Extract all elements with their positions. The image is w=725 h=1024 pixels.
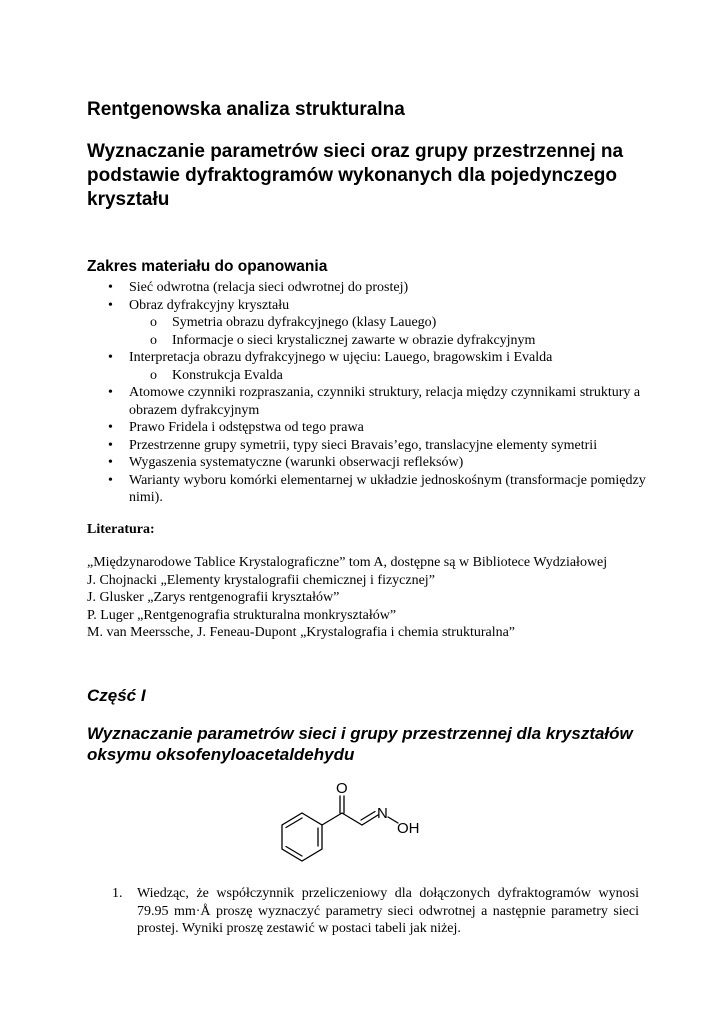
scope-list [87,279,647,507]
scope-item-text: Sieć odwrotna (relacja sieci odwrotnej do prostej) [129,280,409,295]
document-subtitle: Wyznaczanie parametrów sieci oraz grupy przestrzennej na podstawie dyfraktogramów wykonanych dla pojedynczego kryształu [87,141,624,210]
document-title: Rentgenowska analiza strukturalna [87,99,405,120]
scope-item-text: Warianty wyboru komórki elementarnej w układzie jednoskośnym (transformacje pomiędzy nimi). [129,472,646,505]
scope-item [87,349,647,384]
task-item [112,885,639,938]
atom-label-hydroxyl: OH [397,820,420,837]
scope-sublist [129,314,647,349]
part-subheading: Wyznaczanie parametrów sieci i grupy przestrzennej dla kryształów oksymu oksofenyloacetaldehydu [87,724,633,764]
literature-heading: Literatura: [87,522,155,537]
carbon-carbon-bond [342,813,362,825]
scope-item [87,297,647,350]
imine-double-bond [362,815,378,825]
literature-ref: P. Luger „Rentgenografia strukturalna monkryształów” [87,607,397,623]
oxime-structure-diagram [262,775,432,875]
literature-ref: M. van Meerssche, J. Feneau-Dupont „Krystalografia i chemia strukturalna” [87,625,516,641]
scope-subitem [129,367,647,385]
scope-subitem-text: Konstrukcja Evalda [172,367,283,383]
scope-item-text: Wygaszenia systematyczne (warunki obserwacji refleksów) [129,455,464,470]
scope-item-text: Interpretacja obrazu dyfrakcyjnego w ujęciu: Lauego, bragowskim i Evalda [129,350,553,365]
part-heading: Część I [87,686,146,705]
benzene-ring [282,813,322,861]
scope-subitem-text: Informacje o sieci krystalicznej zawarte w obrazie dyfrakcyjnym [172,332,536,348]
scope-item [87,472,647,507]
literature-list [87,554,607,642]
scope-item [87,419,647,437]
scope-item [87,454,647,472]
atom-label-oxygen: O [336,780,348,797]
scope-subitem-text: Symetria obrazu dyfrakcyjnego (klasy Lauego) [172,315,437,330]
scope-item-text: Obraz dyfrakcyjny kryształu [129,297,290,313]
scope-item-text: Przestrzenne grupy symetrii, typy sieci Bravais’ego, translacyjne elementy symetrii [129,437,598,453]
literature-ref: J. Glusker „Zarys rentgenografii kryształów” [87,590,340,606]
scope-item-text: Atomowe czynniki rozpraszania, czynniki struktury, relacja między czynnikami struktury a obrazem dyfrakcyjnym [129,385,641,418]
scope-subitem [129,314,647,332]
scope-item [87,437,647,455]
task-text: Wiedząc, że współczynnik przeliczeniowy dla dołączonych dyfraktogramów wynosi 79.95 mm·Å proszę wyznaczyć parametry sieci odwrotnej a następnie parametry sieci prostej. Wyniki proszę zestawić w postaci tabeli jak niżej. [137,886,639,937]
scope-subitem [129,332,647,350]
atom-label-nitrogen: N [377,805,388,822]
ring-carbonyl-bond [322,813,342,825]
aromatic-bond [286,847,302,857]
scope-item [87,384,647,419]
scope-heading: Zakres materiału do opanowania [87,258,328,275]
literature-ref: J. Chojnacki „Elementy krystalografii chemicznej i fizycznej” [87,572,435,588]
scope-sublist [129,367,647,385]
scope-item [87,279,647,297]
task-number: 1. [112,886,123,901]
literature-ref: „Międzynarodowe Tablice Krystalograficzne” tom A, dostępne są w Bibliotece Wydziałowej [87,555,608,570]
aromatic-bond [286,818,302,828]
scope-item-text: Prawo Fridela i odstępstwa od tego prawa [129,420,364,435]
